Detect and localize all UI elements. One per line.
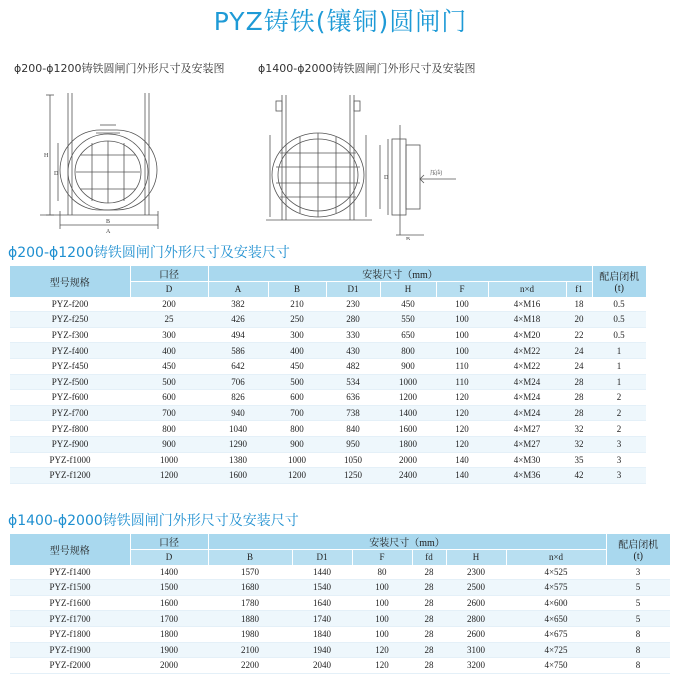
- table-cell: 1880: [208, 611, 292, 627]
- table-cell: 940: [208, 405, 268, 421]
- table-cell: 4×M27: [488, 421, 566, 437]
- table-row: [10, 358, 646, 374]
- table-cell: 1: [592, 374, 646, 390]
- table-row: [10, 611, 670, 627]
- table-row: [10, 374, 646, 390]
- table-cell: 120: [352, 642, 412, 658]
- table-cell: 4×600: [506, 595, 606, 611]
- table-cell: 600: [268, 390, 326, 406]
- table2-diameter-header: 口径: [130, 534, 208, 550]
- table1-model-header: 型号规格: [10, 266, 130, 297]
- table-cell: 0.5: [592, 327, 646, 343]
- table-cell: 550: [380, 312, 436, 328]
- table-cell: 200: [130, 297, 208, 312]
- table-cell: 1050: [326, 452, 380, 468]
- table-cell: 4×M18: [488, 312, 566, 328]
- table-cell: 500: [130, 374, 208, 390]
- table-cell: 700: [268, 405, 326, 421]
- table-cell: 5: [606, 611, 670, 627]
- subheader-cell: n×d: [506, 550, 606, 565]
- table-cell: 1000: [130, 452, 208, 468]
- table-cell: 1900: [130, 642, 208, 658]
- subheader-cell: D: [130, 550, 208, 565]
- table-cell: 1680: [208, 580, 292, 596]
- table-row: [10, 595, 670, 611]
- model-cell: PYZ-f900: [10, 436, 130, 452]
- table1-header-row: [10, 266, 646, 282]
- table-cell: 400: [268, 343, 326, 359]
- table-row: [10, 436, 646, 452]
- large-gate-front-view: [266, 95, 372, 220]
- table-cell: 800: [268, 421, 326, 437]
- table-cell: 1980: [208, 626, 292, 642]
- table-cell: 0.5: [592, 312, 646, 328]
- table-cell: 250: [268, 312, 326, 328]
- table-cell: 2600: [446, 626, 506, 642]
- table-cell: 300: [130, 327, 208, 343]
- table-cell: 24: [566, 343, 592, 359]
- table-cell: 2200: [208, 658, 292, 674]
- table-cell: 4×675: [506, 626, 606, 642]
- table-cell: 1940: [292, 642, 352, 658]
- table-cell: 1840: [292, 626, 352, 642]
- subheader-cell: B: [208, 550, 292, 565]
- table-cell: 700: [130, 405, 208, 421]
- table-cell: 1000: [380, 374, 436, 390]
- table-cell: 100: [352, 580, 412, 596]
- small-gate-front-view: [40, 93, 158, 229]
- caption-left: ϕ200-ϕ1200铸铁圆闸门外形尺寸及安装图: [14, 62, 225, 75]
- table-cell: 4×M24: [488, 374, 566, 390]
- model-cell: PYZ-f600: [10, 390, 130, 406]
- table-cell: 100: [436, 312, 488, 328]
- table-cell: 28: [412, 642, 446, 658]
- model-cell: PYZ-f1400: [10, 565, 130, 580]
- subheader-cell: H: [380, 282, 436, 297]
- table-cell: 4×725: [506, 642, 606, 658]
- table-row: [10, 642, 670, 658]
- table-cell: 1400: [380, 405, 436, 421]
- table-cell: 140: [436, 452, 488, 468]
- table-cell: 210: [268, 297, 326, 312]
- table-cell: 3200: [446, 658, 506, 674]
- table-cell: 4×M30: [488, 452, 566, 468]
- table-cell: 120: [352, 658, 412, 674]
- model-cell: PYZ-f250: [10, 312, 130, 328]
- table-cell: 586: [208, 343, 268, 359]
- table-cell: 5: [606, 595, 670, 611]
- table-cell: 950: [326, 436, 380, 452]
- table-cell: 28: [412, 565, 446, 580]
- table-cell: 450: [130, 358, 208, 374]
- table-cell: 500: [268, 374, 326, 390]
- table-cell: 100: [352, 611, 412, 627]
- table-cell: 80: [352, 565, 412, 580]
- table-row: [10, 343, 646, 359]
- table-cell: 42: [566, 468, 592, 484]
- table-cell: 20: [566, 312, 592, 328]
- table-cell: 1250: [326, 468, 380, 484]
- table-cell: 1380: [208, 452, 268, 468]
- table-cell: 28: [566, 390, 592, 406]
- table1-hoist-header: [592, 266, 646, 297]
- label-a: A: [106, 229, 111, 235]
- table-cell: 4×M16: [488, 297, 566, 312]
- model-cell: PYZ-f500: [10, 374, 130, 390]
- model-cell: PYZ-f1900: [10, 642, 130, 658]
- table-row: [10, 658, 670, 674]
- table-cell: 24: [566, 358, 592, 374]
- table-cell: 1200: [130, 468, 208, 484]
- table-cell: 28: [412, 658, 446, 674]
- table-cell: 3100: [446, 642, 506, 658]
- table-cell: 100: [352, 595, 412, 611]
- subheader-cell: fd: [412, 550, 446, 565]
- table2-title: ϕ1400-ϕ2000铸铁圆闸门外形尺寸及安装尺寸: [8, 513, 299, 529]
- table-cell: 32: [566, 421, 592, 437]
- table-cell: 450: [268, 358, 326, 374]
- table-cell: 2500: [446, 580, 506, 596]
- table-cell: 28: [566, 374, 592, 390]
- subheader-cell: H: [446, 550, 506, 565]
- subheader-cell: f1: [566, 282, 592, 297]
- table-cell: 2300: [446, 565, 506, 580]
- table-cell: 100: [352, 626, 412, 642]
- table-cell: 4×M22: [488, 343, 566, 359]
- model-cell: PYZ-f1200: [10, 468, 130, 484]
- table-cell: 4×650: [506, 611, 606, 627]
- table-cell: 1540: [292, 580, 352, 596]
- hoist-header-unit: (t): [633, 551, 643, 563]
- label-b: B: [106, 219, 111, 225]
- table-cell: 1600: [208, 468, 268, 484]
- table-cell: 2: [592, 390, 646, 406]
- table-cell: 120: [436, 390, 488, 406]
- table-row: [10, 580, 670, 596]
- caption-right: ϕ1400-ϕ2000铸铁圆闸门外形尺寸及安装图: [258, 62, 476, 75]
- table-cell: 426: [208, 312, 268, 328]
- table-row: [10, 312, 646, 328]
- subheader-cell: F: [436, 282, 488, 297]
- hoist-header-label: 配启闭机: [599, 272, 640, 284]
- table-cell: 840: [326, 421, 380, 437]
- table-row: [10, 327, 646, 343]
- table-cell: 642: [208, 358, 268, 374]
- table-cell: 2400: [380, 468, 436, 484]
- subheader-cell: A: [208, 282, 268, 297]
- table-cell: 900: [268, 436, 326, 452]
- label-flow: 压向: [430, 171, 443, 177]
- table-cell: 4×525: [506, 565, 606, 580]
- table-cell: 1800: [380, 436, 436, 452]
- table-cell: 1: [592, 358, 646, 374]
- table-cell: 2000: [130, 658, 208, 674]
- model-cell: PYZ-f1800: [10, 626, 130, 642]
- table-cell: 706: [208, 374, 268, 390]
- table-cell: 430: [326, 343, 380, 359]
- table-cell: 2100: [208, 642, 292, 658]
- table-cell: 230: [326, 297, 380, 312]
- table-cell: 22: [566, 327, 592, 343]
- table-cell: 120: [436, 421, 488, 437]
- table-cell: 120: [436, 436, 488, 452]
- table-cell: 800: [130, 421, 208, 437]
- model-cell: PYZ-f450: [10, 358, 130, 374]
- table-cell: 900: [380, 358, 436, 374]
- table-cell: 120: [436, 405, 488, 421]
- table2-hoist-header: [606, 534, 670, 565]
- table-cell: 3: [592, 452, 646, 468]
- table-cell: 18: [566, 297, 592, 312]
- table2-body: [10, 565, 670, 674]
- table1-body: [10, 297, 646, 484]
- table-cell: 100: [436, 327, 488, 343]
- table-cell: 4×575: [506, 580, 606, 596]
- table-cell: 25: [130, 312, 208, 328]
- table-cell: 400: [130, 343, 208, 359]
- table-cell: 3: [592, 436, 646, 452]
- table-cell: 1200: [380, 390, 436, 406]
- table-cell: 280: [326, 312, 380, 328]
- table-cell: 1570: [208, 565, 292, 580]
- table-cell: 1040: [208, 421, 268, 437]
- table-cell: 1440: [292, 565, 352, 580]
- page-title: PYZ铸铁(镶铜)圆闸门: [213, 7, 468, 36]
- table-row: [10, 405, 646, 421]
- table-cell: 28: [566, 405, 592, 421]
- label-d-side: D: [384, 175, 389, 181]
- label-d: D: [54, 171, 59, 177]
- model-cell: PYZ-f800: [10, 421, 130, 437]
- label-b-side: B: [406, 237, 411, 240]
- table-cell: 4×750: [506, 658, 606, 674]
- table-cell: 1600: [380, 421, 436, 437]
- table-cell: 900: [130, 436, 208, 452]
- table-cell: 4×M22: [488, 358, 566, 374]
- table2: [10, 534, 670, 674]
- table1-title: ϕ200-ϕ1200铸铁圆闸门外形尺寸及安装尺寸: [8, 245, 290, 261]
- model-cell: PYZ-f700: [10, 405, 130, 421]
- table-cell: 494: [208, 327, 268, 343]
- table-row: [10, 626, 670, 642]
- table-cell: 4×M24: [488, 405, 566, 421]
- table-cell: 1740: [292, 611, 352, 627]
- table-cell: 2600: [446, 595, 506, 611]
- table-cell: 738: [326, 405, 380, 421]
- table-row: [10, 421, 646, 437]
- table-cell: 28: [412, 580, 446, 596]
- table-row: [10, 452, 646, 468]
- table-cell: 110: [436, 374, 488, 390]
- table-cell: 1000: [268, 452, 326, 468]
- table-cell: 1780: [208, 595, 292, 611]
- table-cell: 636: [326, 390, 380, 406]
- table1-install-header: 安装尺寸（mm）: [208, 266, 592, 282]
- subheader-cell: B: [268, 282, 326, 297]
- table-cell: 35: [566, 452, 592, 468]
- model-cell: PYZ-f1600: [10, 595, 130, 611]
- table-cell: 2: [592, 405, 646, 421]
- subheader-cell: D: [130, 282, 208, 297]
- table-cell: 3: [592, 468, 646, 484]
- table-row: [10, 468, 646, 484]
- table-cell: 100: [436, 343, 488, 359]
- table-cell: 28: [412, 611, 446, 627]
- table-row: [10, 565, 670, 580]
- model-cell: PYZ-f200: [10, 297, 130, 312]
- table-cell: 1500: [130, 580, 208, 596]
- hoist-header-unit: (t): [614, 283, 624, 295]
- table-cell: 1400: [130, 565, 208, 580]
- table2-model-header: 型号规格: [10, 534, 130, 565]
- table-cell: 650: [380, 327, 436, 343]
- model-cell: PYZ-f2000: [10, 658, 130, 674]
- model-cell: PYZ-f1500: [10, 580, 130, 596]
- table-cell: 32: [566, 436, 592, 452]
- table-cell: 4×M20: [488, 327, 566, 343]
- table-cell: 300: [268, 327, 326, 343]
- table-cell: 1640: [292, 595, 352, 611]
- table-cell: 1800: [130, 626, 208, 642]
- table-cell: 534: [326, 374, 380, 390]
- table-cell: 28: [412, 595, 446, 611]
- table-cell: 800: [380, 343, 436, 359]
- table-cell: 8: [606, 626, 670, 642]
- table-cell: 140: [436, 468, 488, 484]
- table-cell: 0.5: [592, 297, 646, 312]
- label-h: H: [44, 153, 49, 159]
- hoist-header-label: 配启闭机: [618, 540, 659, 552]
- table-cell: 110: [436, 358, 488, 374]
- table-cell: 5: [606, 580, 670, 596]
- gate-drawings: [0, 75, 681, 240]
- table-row: [10, 297, 646, 312]
- table-cell: 1290: [208, 436, 268, 452]
- table-row: [10, 390, 646, 406]
- table2-install-header: 安装尺寸（mm）: [208, 534, 606, 550]
- table-cell: 330: [326, 327, 380, 343]
- table-cell: 4×M27: [488, 436, 566, 452]
- table-cell: 1200: [268, 468, 326, 484]
- table-cell: 2: [592, 421, 646, 437]
- table-cell: 1: [592, 343, 646, 359]
- table1: [10, 266, 646, 484]
- subheader-cell: D1: [292, 550, 352, 565]
- model-cell: PYZ-f400: [10, 343, 130, 359]
- subheader-cell: D1: [326, 282, 380, 297]
- table-cell: 4×M24: [488, 390, 566, 406]
- model-cell: PYZ-f300: [10, 327, 130, 343]
- subheader-cell: n×d: [488, 282, 566, 297]
- table-cell: 28: [412, 626, 446, 642]
- model-cell: PYZ-f1700: [10, 611, 130, 627]
- subheader-cell: F: [352, 550, 412, 565]
- table-cell: 382: [208, 297, 268, 312]
- table-cell: 450: [380, 297, 436, 312]
- table-cell: 4×M36: [488, 468, 566, 484]
- table-cell: 1700: [130, 611, 208, 627]
- table-cell: 482: [326, 358, 380, 374]
- table-cell: 2800: [446, 611, 506, 627]
- table-cell: 8: [606, 658, 670, 674]
- table-cell: 2000: [380, 452, 436, 468]
- table1-diameter-header: 口径: [130, 266, 208, 282]
- table-cell: 3: [606, 565, 670, 580]
- table-cell: 100: [436, 297, 488, 312]
- table-cell: 600: [130, 390, 208, 406]
- model-cell: PYZ-f1000: [10, 452, 130, 468]
- table-cell: 1600: [130, 595, 208, 611]
- table2-header-row: [10, 534, 670, 550]
- table-cell: 2040: [292, 658, 352, 674]
- table-cell: 8: [606, 642, 670, 658]
- table-cell: 826: [208, 390, 268, 406]
